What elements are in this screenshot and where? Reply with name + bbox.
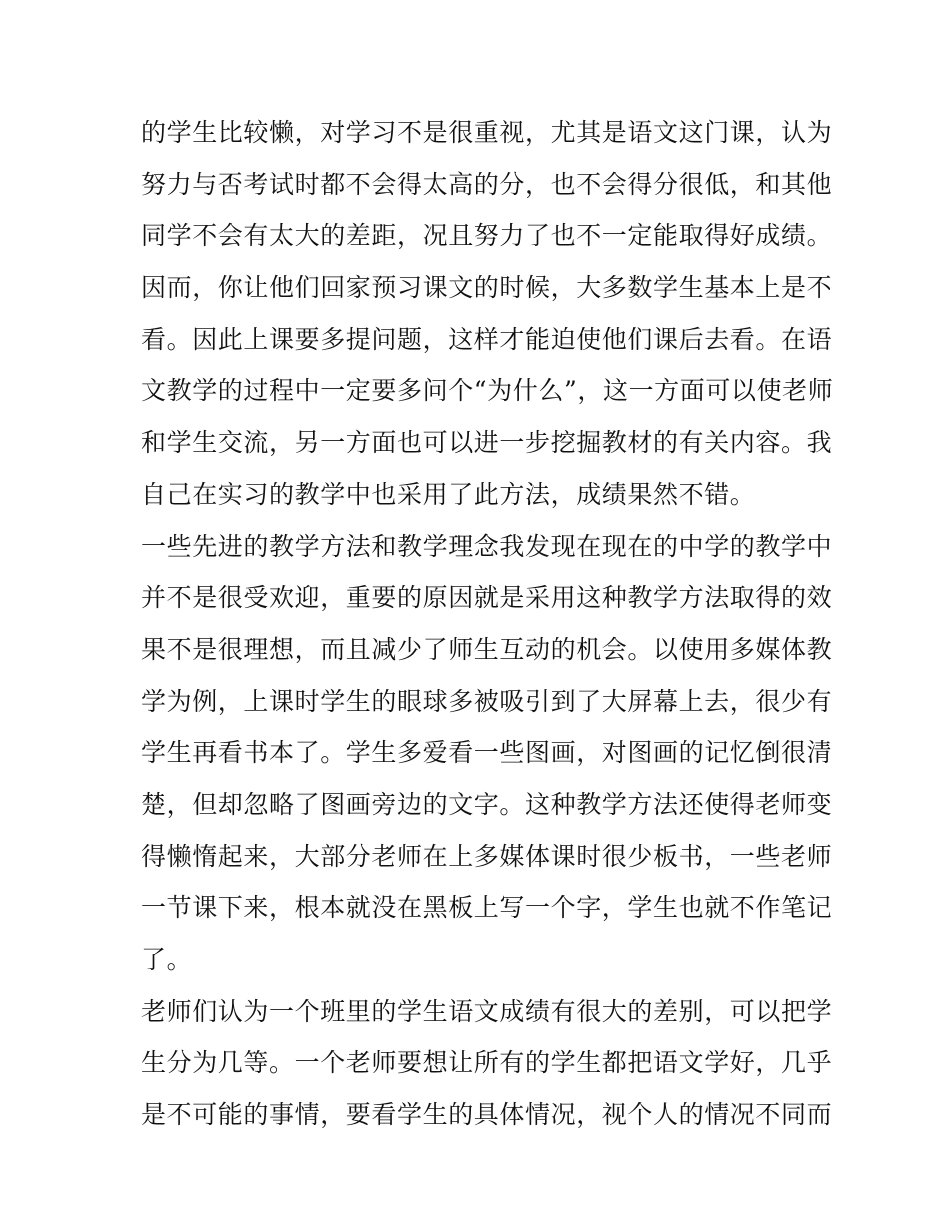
text-line: 的学生比较懒，对学习不是很重视，尤其是语文这门课，认为	[141, 118, 833, 147]
text-line: 得懒惰起来，大部分老师在上多媒体课时很少板书，一些老师	[141, 841, 833, 871]
text-line: 果不是很理想，而且减少了师生互动的机会。以使用多媒体教	[141, 634, 833, 664]
text-line: 因而，你让他们回家预习课文的时候，大多数学生基本上是不	[141, 273, 833, 303]
text-line: 和学生交流，另一方面也可以进一步挖掘教材的有关内容。我	[141, 428, 833, 458]
text-line: 了。	[141, 945, 193, 974]
text-line: 是不可能的事情，要看学生的具体情况，视个人的情况不同而	[141, 1100, 833, 1130]
text-line: 自己在实习的教学中也采用了此方法，成绩果然不错。	[141, 479, 756, 509]
text-line: 学为例，上课时学生的眼球多被吸引到了大屏幕上去，很少有	[141, 686, 833, 716]
text-line: 努力与否考试时都不会得太高的分，也不会得分很低，和其他	[141, 169, 833, 199]
text-line: 生分为几等。一个老师要想让所有的学生都把语文学好，几乎	[141, 1048, 833, 1078]
text-line: 同学不会有太大的差距，况且努力了也不一定能取得好成绩。	[141, 221, 833, 251]
text-line: 学生再看书本了。学生多爱看一些图画，对图画的记忆倒很清	[141, 738, 833, 768]
document-body	[141, 107, 834, 1141]
text-line: 文教学的过程中一定要多问个“为什么”，这一方面可以使老师	[141, 376, 834, 406]
text-line: 楚，但却忽略了图画旁边的文字。这种教学方法还使得老师变	[141, 789, 833, 819]
text-line: 一些先进的教学方法和教学理念我发现在现在的中学的教学中	[141, 531, 833, 561]
text-line: 并不是很受欢迎，重要的原因就是采用这种教学方法取得的效	[141, 583, 833, 613]
text-line: 一节课下来，根本就没在黑板上写一个字，学生也就不作笔记	[141, 893, 833, 923]
text-line: 看。因此上课要多提问题，这样才能迫使他们课后去看。在语	[141, 324, 833, 354]
text-line: 老师们认为一个班里的学生语文成绩有很大的差别，可以把学	[141, 996, 833, 1026]
